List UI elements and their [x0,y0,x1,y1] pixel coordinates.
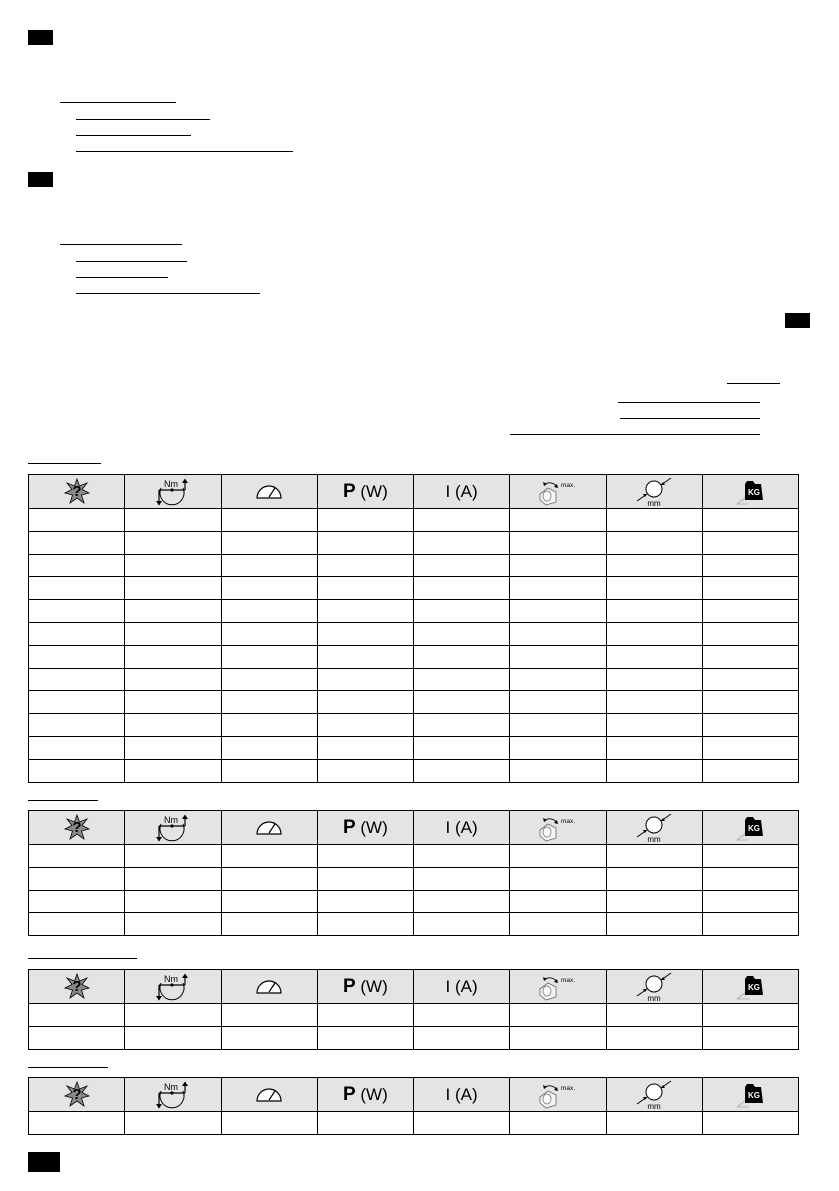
current-unit: (A) [455,817,478,837]
section-marker-4 [28,1152,60,1172]
table-cell [414,714,510,737]
max-angle-icon [536,814,580,842]
table-title-underline-1 [28,463,101,464]
table-cell [125,509,221,532]
table-cell [29,759,125,782]
header-cell-torque [125,811,221,845]
question-star-icon [64,814,90,842]
table-cell [702,736,798,759]
weight-kg-icon [733,814,767,842]
table-row [29,1112,799,1135]
table-cell [510,600,606,623]
torque-icon [155,814,191,842]
torque-icon [155,1081,191,1109]
table-row [29,668,799,691]
table-cell [414,554,510,577]
table-header-row [29,475,799,509]
header-cell-power [317,970,413,1004]
spec-table-1 [28,474,799,783]
item-underline-3c [510,434,760,435]
table-cell [125,890,221,913]
table-cell [510,714,606,737]
table-row [29,691,799,714]
table-cell [414,913,510,936]
diameter-mm-icon [634,972,674,1002]
table-cell [317,845,413,868]
table-cell [317,691,413,714]
current-unit: (A) [455,481,478,501]
item-underline-3b [620,418,760,419]
svg-text:max.: max. [560,1084,575,1092]
table-cell [317,577,413,600]
table-cell [125,622,221,645]
item-underline-2a [76,261,187,262]
speed-gauge-icon [254,1085,284,1105]
item-underline-2b [76,277,168,278]
table-cell [317,913,413,936]
table-cell [606,890,702,913]
svg-text:mm: mm [647,834,661,843]
table-cell [317,1004,413,1027]
header-cell-model [29,811,125,845]
table-cell [317,1112,413,1135]
table-row [29,714,799,737]
diameter-mm-icon [634,813,674,843]
table-cell [414,736,510,759]
power-symbol: P [342,480,356,502]
table-cell [221,736,317,759]
table-cell [510,759,606,782]
header-cell-speed [221,1078,317,1112]
table-cell [29,509,125,532]
table-cell [221,890,317,913]
table-cell [702,600,798,623]
svg-text:?: ? [72,977,82,995]
item-underline-1a [76,119,210,120]
svg-text:mm: mm [647,993,661,1002]
table-row [29,867,799,890]
table-cell [702,668,798,691]
table-cell [221,1112,317,1135]
header-cell-diameter [606,475,702,509]
table-cell [317,759,413,782]
table-cell [702,622,798,645]
table-cell [125,668,221,691]
diameter-mm-icon [634,1080,674,1110]
svg-text:Nm: Nm [163,478,178,489]
item-underline-1c [76,151,293,152]
header-cell-current [414,811,510,845]
section-marker-3 [785,313,810,328]
power-unit: (W) [360,817,388,837]
table-cell [606,691,702,714]
header-cell-weight [702,1078,798,1112]
table-cell [510,845,606,868]
table-row [29,622,799,645]
current-symbol: I [445,1084,451,1104]
svg-text:mm: mm [647,1101,661,1110]
svg-text:KG: KG [748,487,761,497]
table-row [29,600,799,623]
torque-icon [155,973,191,1001]
table-cell [221,577,317,600]
table-cell [125,845,221,868]
table-cell [29,600,125,623]
table-cell [317,600,413,623]
table-cell [125,759,221,782]
table-cell [414,645,510,668]
table-cell [702,867,798,890]
table-cell [510,913,606,936]
table-cell [29,714,125,737]
table-row [29,645,799,668]
speed-gauge-icon [254,482,284,502]
table-cell [317,645,413,668]
table-row [29,845,799,868]
table-cell [510,736,606,759]
table-cell [606,1112,702,1135]
table-cell [317,736,413,759]
table-cell [414,691,510,714]
question-star-icon [64,478,90,506]
heading-underline-3 [727,383,780,384]
table-cell [317,714,413,737]
table-cell [606,554,702,577]
table-cell [221,509,317,532]
power-symbol: P [342,816,356,838]
table-cell [606,1026,702,1049]
table-cell [414,577,510,600]
header-cell-max-angle [510,475,606,509]
item-underline-3a [618,402,760,403]
svg-text:KG: KG [748,982,761,992]
table-cell [317,890,413,913]
table-cell [29,890,125,913]
table-cell [510,890,606,913]
table-row [29,577,799,600]
weight-kg-icon [733,973,767,1001]
table-cell [221,668,317,691]
table-cell [702,691,798,714]
table-cell [702,509,798,532]
table-cell [510,1004,606,1027]
table-cell [29,1004,125,1027]
header-cell-power [317,811,413,845]
current-symbol: I [445,481,451,501]
current-symbol: I [445,976,451,996]
table-cell [606,622,702,645]
table-cell [414,845,510,868]
svg-text:KG: KG [748,1090,761,1100]
table-cell [29,1112,125,1135]
header-cell-max-angle [510,811,606,845]
header-cell-weight [702,970,798,1004]
header-cell-model [29,970,125,1004]
table-row [29,1026,799,1049]
table-cell [606,913,702,936]
table-cell [702,759,798,782]
table-cell [317,554,413,577]
torque-icon [155,478,191,506]
table-cell [29,645,125,668]
table-cell [29,577,125,600]
header-cell-speed [221,811,317,845]
power-unit: (W) [360,976,388,996]
heading-underline-2 [60,244,182,245]
table-cell [510,622,606,645]
table-cell [29,736,125,759]
table-cell [510,577,606,600]
table-title-underline-4 [28,1067,108,1068]
max-angle-icon [536,478,580,506]
table-cell [606,668,702,691]
table-cell [702,1112,798,1135]
table-cell [414,1004,510,1027]
svg-text:Nm: Nm [163,973,178,984]
header-cell-current [414,475,510,509]
table-cell [29,622,125,645]
question-star-icon [64,1081,90,1109]
table-cell [414,759,510,782]
table-header-row [29,970,799,1004]
table-cell [510,867,606,890]
table-row [29,913,799,936]
table-cell [29,845,125,868]
table-cell [702,1004,798,1027]
speed-gauge-icon [254,818,284,838]
table-row [29,554,799,577]
current-unit: (A) [455,976,478,996]
table-cell [414,1112,510,1135]
table-cell [29,867,125,890]
table-title-underline-3 [28,958,137,959]
table-cell [125,714,221,737]
header-cell-model [29,475,125,509]
table-header-row [29,1078,799,1112]
table-cell [125,913,221,936]
table-cell [125,736,221,759]
table-cell [414,509,510,532]
header-cell-weight [702,811,798,845]
svg-text:?: ? [72,1085,82,1103]
header-cell-torque [125,970,221,1004]
heading-underline-1 [60,102,176,103]
table-cell [29,1026,125,1049]
svg-text:max.: max. [560,817,575,825]
svg-text:Nm: Nm [163,814,178,825]
table-cell [317,622,413,645]
weight-kg-icon [733,478,767,506]
table-cell [414,622,510,645]
table-cell [510,554,606,577]
header-cell-torque [125,475,221,509]
header-cell-power [317,475,413,509]
table-cell [125,867,221,890]
header-cell-model [29,1078,125,1112]
table-cell [510,1026,606,1049]
spec-table-2 [28,810,799,936]
item-underline-1b [76,135,191,136]
header-cell-diameter [606,811,702,845]
item-underline-2c [76,293,260,294]
table-cell [125,645,221,668]
svg-text:KG: KG [748,823,761,833]
table-cell [702,890,798,913]
svg-text:max.: max. [560,481,575,489]
table-cell [221,531,317,554]
table-cell [606,531,702,554]
svg-text:?: ? [72,482,82,500]
table-cell [221,645,317,668]
table-cell [606,845,702,868]
table-cell [414,867,510,890]
speed-gauge-icon [254,977,284,997]
table-cell [702,554,798,577]
table-cell [317,1026,413,1049]
table-cell [221,691,317,714]
table-cell [510,691,606,714]
header-cell-max-angle [510,1078,606,1112]
table-cell [221,1026,317,1049]
table-cell [702,1026,798,1049]
power-symbol: P [342,1083,356,1105]
spec-table-3 [28,969,799,1050]
table-cell [702,714,798,737]
current-symbol: I [445,817,451,837]
table-cell [29,531,125,554]
table-cell [221,759,317,782]
spec-table-4 [28,1077,799,1135]
table-cell [221,867,317,890]
table-cell [606,577,702,600]
table-cell [29,913,125,936]
table-cell [702,645,798,668]
table-cell [125,554,221,577]
table-cell [125,577,221,600]
max-angle-icon [536,973,580,1001]
table-cell [414,531,510,554]
table-cell [414,600,510,623]
header-cell-torque [125,1078,221,1112]
table-cell [125,600,221,623]
table-cell [414,668,510,691]
header-cell-speed [221,475,317,509]
table-cell [606,600,702,623]
table-cell [606,867,702,890]
table-row [29,1004,799,1027]
table-cell [125,1026,221,1049]
table-cell [606,1004,702,1027]
table-cell [606,645,702,668]
table-cell [317,509,413,532]
table-cell [29,554,125,577]
table-cell [221,845,317,868]
table-cell [414,890,510,913]
table-cell [510,509,606,532]
header-cell-power [317,1078,413,1112]
header-cell-diameter [606,970,702,1004]
question-star-icon [64,973,90,1001]
diameter-mm-icon [634,477,674,507]
table-cell [221,622,317,645]
table-cell [125,1004,221,1027]
table-cell [221,913,317,936]
svg-text:mm: mm [647,498,661,507]
table-cell [221,554,317,577]
table-cell [125,531,221,554]
table-cell [510,1112,606,1135]
table-cell [221,714,317,737]
svg-text:Nm: Nm [163,1081,178,1092]
table-cell [510,645,606,668]
current-unit: (A) [455,1084,478,1104]
header-cell-speed [221,970,317,1004]
table-cell [317,668,413,691]
section-marker-2 [28,172,53,187]
svg-text:max.: max. [560,976,575,984]
header-cell-weight [702,475,798,509]
table-cell [125,691,221,714]
table-cell [221,600,317,623]
table-row [29,531,799,554]
table-row [29,759,799,782]
table-cell [702,531,798,554]
table-cell [29,691,125,714]
table-cell [702,913,798,936]
power-unit: (W) [360,1084,388,1104]
table-header-row [29,811,799,845]
table-cell [606,509,702,532]
header-cell-max-angle [510,970,606,1004]
table-row [29,509,799,532]
svg-text:?: ? [72,818,82,836]
table-cell [702,577,798,600]
max-angle-icon [536,1081,580,1109]
table-cell [702,845,798,868]
table-cell [221,1004,317,1027]
header-cell-diameter [606,1078,702,1112]
section-marker-1 [28,30,53,45]
header-cell-current [414,1078,510,1112]
table-cell [317,531,413,554]
table-cell [414,1026,510,1049]
table-row [29,890,799,913]
table-cell [29,668,125,691]
power-symbol: P [342,975,356,997]
header-cell-current [414,970,510,1004]
table-cell [317,867,413,890]
table-cell [510,668,606,691]
table-cell [510,531,606,554]
power-unit: (W) [360,481,388,501]
table-cell [606,759,702,782]
table-row [29,736,799,759]
table-title-underline-2 [28,800,98,801]
table-cell [606,714,702,737]
table-cell [125,1112,221,1135]
weight-kg-icon [733,1081,767,1109]
table-cell [606,736,702,759]
